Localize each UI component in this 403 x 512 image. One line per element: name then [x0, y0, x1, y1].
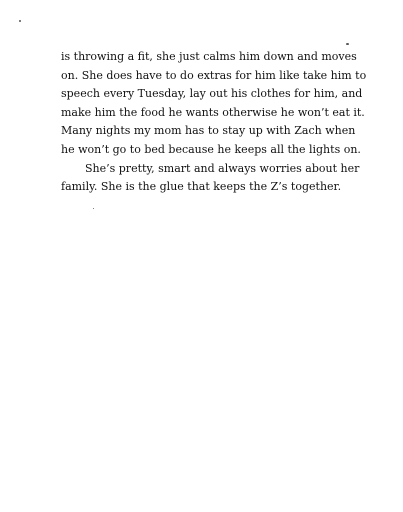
scan-speck [346, 43, 349, 45]
scan-speck [93, 208, 94, 209]
scan-speck [19, 20, 21, 22]
text-line: on. She does have to do extras for him like take him to [61, 68, 367, 82]
text-line: he won’t go to bed because he keeps all the lights on. [61, 142, 361, 156]
text-line: speech every Tuesday, lay out his clothes for him, and [61, 87, 363, 101]
text-line: She’s pretty, smart and always worries about her [85, 161, 360, 175]
paragraph-text [61, 48, 367, 197]
text-line: Many nights my mom has to stay up with Zach when [61, 124, 356, 138]
text-line: make him the food he wants otherwise he won’t eat it. [61, 105, 365, 119]
text-line: is throwing a fit, she just calms him down and moves [61, 50, 357, 63]
text-line: family. She is the glue that keeps the Z’s together. [61, 180, 342, 194]
